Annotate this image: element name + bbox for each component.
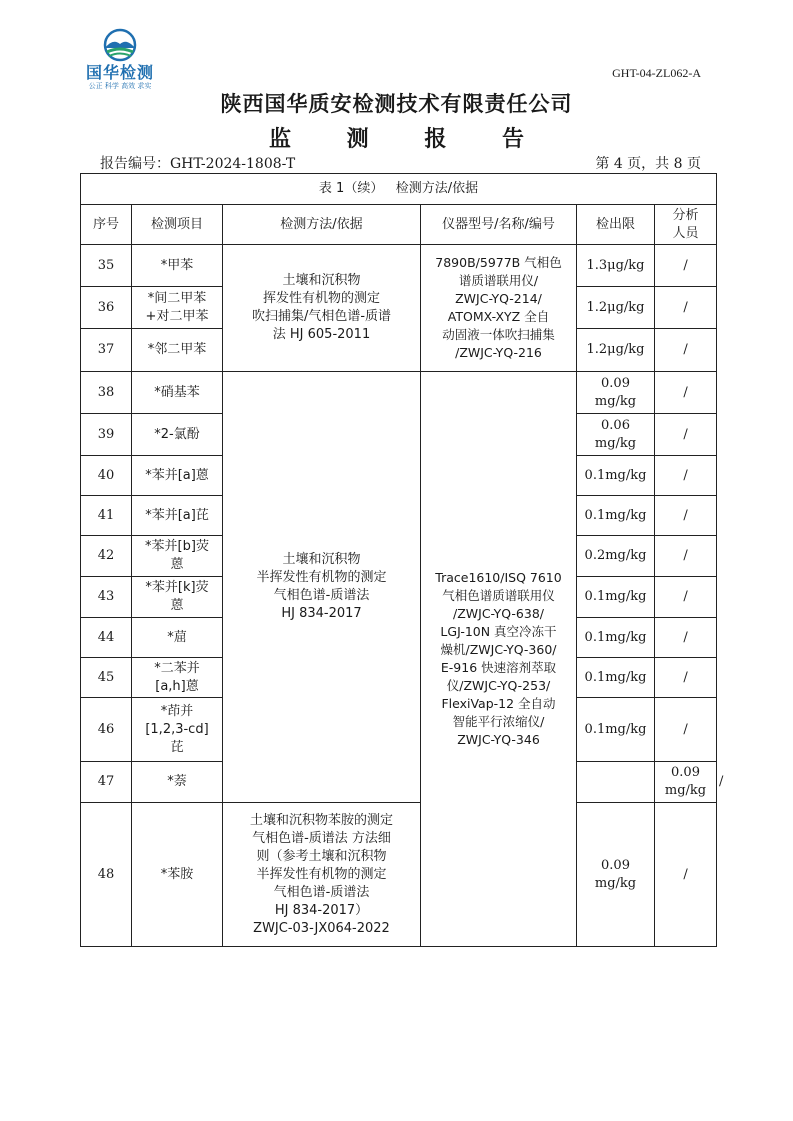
analyst: / [655, 456, 717, 496]
test-item: *苯并[k]荧 蒽 [132, 577, 223, 618]
test-item: *邻二甲苯 [132, 329, 223, 372]
detection-limit: 1.3μg/kg [577, 245, 655, 287]
instrument-cell: Trace1610/ISQ 7610 气相色谱质谱联用仪 /ZWJC-YQ-638/ LGJ-10N 真空冷冻干 燥机/ZWJC-YQ-360/ E-916 快速溶剂萃取 仪/ZWJC-YQ-253/ FlexiVap-12 全自动 智能平行浓缩仪/ ZWJC-YQ-346 [421, 372, 577, 947]
column-header: 序号 [81, 205, 132, 245]
document-code: GHT-04-ZL062-A [612, 66, 701, 80]
table-row [81, 245, 717, 287]
logo-emblem-icon [95, 28, 145, 62]
row-number: 41 [81, 496, 132, 536]
table-row: 47 *萘 0.09 mg/kg / [81, 762, 717, 803]
method-cell-empty [577, 762, 655, 803]
method-cell: 土壤和沉积物 半挥发性有机物的测定 气相色谱-质谱法 HJ 834-2017 [223, 372, 421, 803]
analyst: / [655, 698, 717, 762]
column-header: 检出限 [577, 205, 655, 245]
row-number: 40 [81, 456, 132, 496]
method-cell: 土壤和沉积物苯胺的测定 气相色谱-质谱法 方法细 则（参考土壤和沉积物 半挥发性有机物的测定 气相色谱-质谱法 HJ 834-2017） ZWJC-03-JX064-2022 [223, 803, 421, 947]
analyst: / [655, 577, 717, 618]
table-caption: 表 1（续） 检测方法/依据 [81, 174, 717, 205]
page-number: 第 4 页，共 8 页 [595, 156, 701, 172]
test-item: *硝基苯 [132, 372, 223, 414]
analyst: / [655, 803, 717, 947]
row-number: 38 [81, 372, 132, 414]
analyst: / [655, 496, 717, 536]
detection-limit: 0.06 mg/kg [577, 414, 655, 456]
row-number: 47 [81, 762, 132, 803]
row-number: 39 [81, 414, 132, 456]
row-number: 35 [81, 245, 132, 287]
test-item: *苯并[b]荧 蒽 [132, 536, 223, 577]
detection-limit: 0.1mg/kg [577, 658, 655, 698]
logo-name: 国华检测 [85, 63, 154, 82]
detection-limit: 1.2μg/kg [577, 329, 655, 372]
detection-limit: 0.1mg/kg [577, 618, 655, 658]
detection-limit: 0.2mg/kg [577, 536, 655, 577]
row-number: 36 [81, 287, 132, 329]
test-item: *苯并[a]芘 [132, 496, 223, 536]
column-header: 仪器型号/名称/编号 [421, 205, 577, 245]
analyst: / [655, 245, 717, 287]
row-number: 44 [81, 618, 132, 658]
detection-limit: 0.09 mg/kg [577, 803, 655, 947]
analyst: / [655, 372, 717, 414]
test-item: *二苯并 [a,h]蒽 [132, 658, 223, 698]
report-number: 报告编号：GHT-2024-1808-T [100, 156, 296, 172]
detection-limit: 0.1mg/kg [577, 496, 655, 536]
column-header: 检测项目 [132, 205, 223, 245]
analyst: / [655, 536, 717, 577]
instrument-cell: 7890B/5977B 气相色 谱质谱联用仪/ ZWJC-YQ-214/ ATOMX-XYZ 全自 动固液一体吹扫捕集 /ZWJC-YQ-216 [421, 245, 577, 372]
row-number: 42 [81, 536, 132, 577]
detection-limit: 0.1mg/kg [577, 698, 655, 762]
detection-limit: 1.2μg/kg [577, 287, 655, 329]
table-header-row [81, 205, 717, 245]
row-number: 43 [81, 577, 132, 618]
analyst: / [655, 287, 717, 329]
row-number: 45 [81, 658, 132, 698]
table-row [81, 803, 717, 947]
row-number: 48 [81, 803, 132, 947]
test-item: *萘 [132, 762, 223, 803]
test-item: *茚并 [1,2,3-cd] 芘 [132, 698, 223, 762]
report-title: 监 测 报 告 [269, 127, 548, 152]
test-item: *甲苯 [132, 245, 223, 287]
column-header: 检测方法/依据 [223, 205, 421, 245]
logo-slogan: 公正 科学 高效 求实 [88, 82, 152, 90]
column-header: 分析 人员 [655, 205, 717, 245]
detection-limit: 0.09 mg/kg [577, 372, 655, 414]
analyst: / [655, 618, 717, 658]
test-item: *2-氯酚 [132, 414, 223, 456]
analyst: / [655, 414, 717, 456]
row-number: 37 [81, 329, 132, 372]
analyst: / [655, 329, 717, 372]
test-item: *间二甲苯 +对二甲苯 [132, 287, 223, 329]
detection-limit: 0.09 mg/kg [655, 762, 717, 803]
method-cell: 土壤和沉积物 挥发性有机物的测定 吹扫捕集/气相色谱-质谱 法 HJ 605-2011 [223, 245, 421, 372]
company-name: 陕西国华质安检测技术有限责任公司 [220, 92, 573, 116]
analyst: / [655, 658, 717, 698]
row-number: 46 [81, 698, 132, 762]
table-row [81, 372, 717, 414]
test-item: *苯胺 [132, 803, 223, 947]
test-item: *苯并[a]蒽 [132, 456, 223, 496]
test-item: *䓛 [132, 618, 223, 658]
detection-limit: 0.1mg/kg [577, 456, 655, 496]
detection-limit: 0.1mg/kg [577, 577, 655, 618]
methods-table [80, 173, 724, 947]
